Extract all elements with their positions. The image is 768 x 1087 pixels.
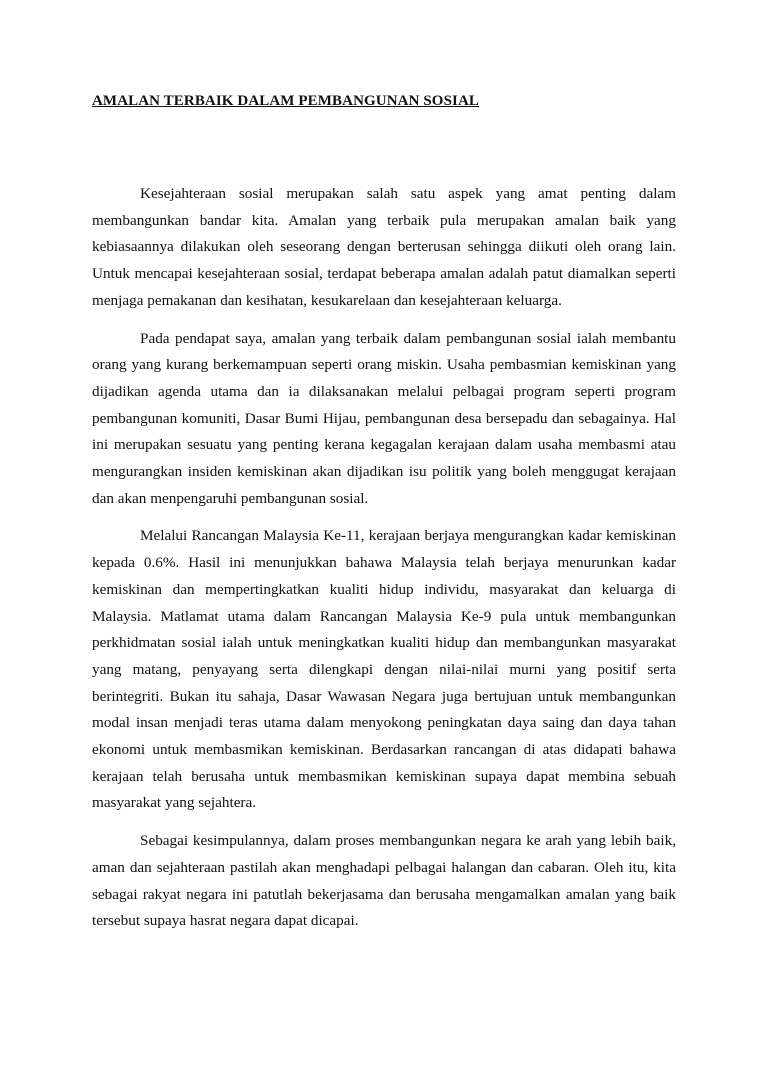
- document-title: AMALAN TERBAIK DALAM PEMBANGUNAN SOSIAL: [92, 93, 479, 109]
- paragraph-conclusion: Sebagai kesimpulannya, dalam proses membangunkan negara ke arah yang lebih baik, aman dan sejahteraan pastilah akan menghadapi pelbagai halangan dan cabaran. Oleh itu, kita sebagai rakyat negara ini patutlah bekerjasama dan berusaha mengamalkan amalan yang baik tersebut supaya hasrat negara dapat dicapai.: [92, 832, 676, 930]
- paragraph-introduction: Kesejahteraan sosial merupakan salah satu aspek yang amat penting dalam membangunkan bandar kita. Amalan yang terbaik pula merupakan amalan baik yang kebiasaannya dilakukan oleh seseorang dengan berterusan sehingga diikuti oleh orang lain. Untuk mencapai kesejahteraan sosial, terdapat beberapa amalan adalah patut diamalkan seperti menjaga pemakanan dan kesihatan, kesukarelaan dan kesejahteraan keluarga.: [92, 185, 676, 309]
- document-page: [92, 88, 676, 935]
- paragraph-opinion: Pada pendapat saya, amalan yang terbaik dalam pembangunan sosial ialah membantu orang yang kurang berkemampuan seperti orang miskin. Usaha pembasmian kemiskinan yang dijadikan agenda utama dan ia dilaksanakan melalui pelbagai program seperti program pembangunan komuniti, Dasar Bumi Hijau, pembangunan desa bersepadu dan sebagainya. Hal ini merupakan sesuatu yang penting kerana kegagalan kerajaan dalam usaha membasmi atau mengurangkan insiden kemiskinan akan dijadikan isu politik yang boleh menggugat kerajaan dan akan menpengaruhi pembangunan sosial.: [92, 329, 676, 507]
- paragraph-malaysia-plans: Melalui Rancangan Malaysia Ke-11, kerajaan berjaya mengurangkan kadar kemiskinan kepada 0.6%. Hasil ini menunjukkan bahawa Malaysia telah berjaya menurunkan kadar kemiskinan dan mempertingkatkan kualiti hidup individu, masyarakat dan keluarga di Malaysia. Matlamat utama dalam Rancangan Malaysia Ke-9 pula untuk membangunkan perkhidmatan sosial ialah untuk meningkatkan kualiti hidup dan membangunkan masyarakat yang matang, penyayang serta dilengkapi dengan nilai-nilai murni yang positif serta berintegriti. Bukan itu sahaja, Dasar Wawasan Negara juga bertujuan untuk membangunkan modal insan menjadi teras utama dalam menyokong peningkatan daya saing dan daya tahan ekonomi untuk membasmikan kemiskinan. Berdasarkan rancangan di atas didapati bahawa kerajaan telah berusaha untuk membasmikan kemiskinan supaya dapat membina sebuah masyarakat yang sejahtera.: [92, 527, 676, 812]
